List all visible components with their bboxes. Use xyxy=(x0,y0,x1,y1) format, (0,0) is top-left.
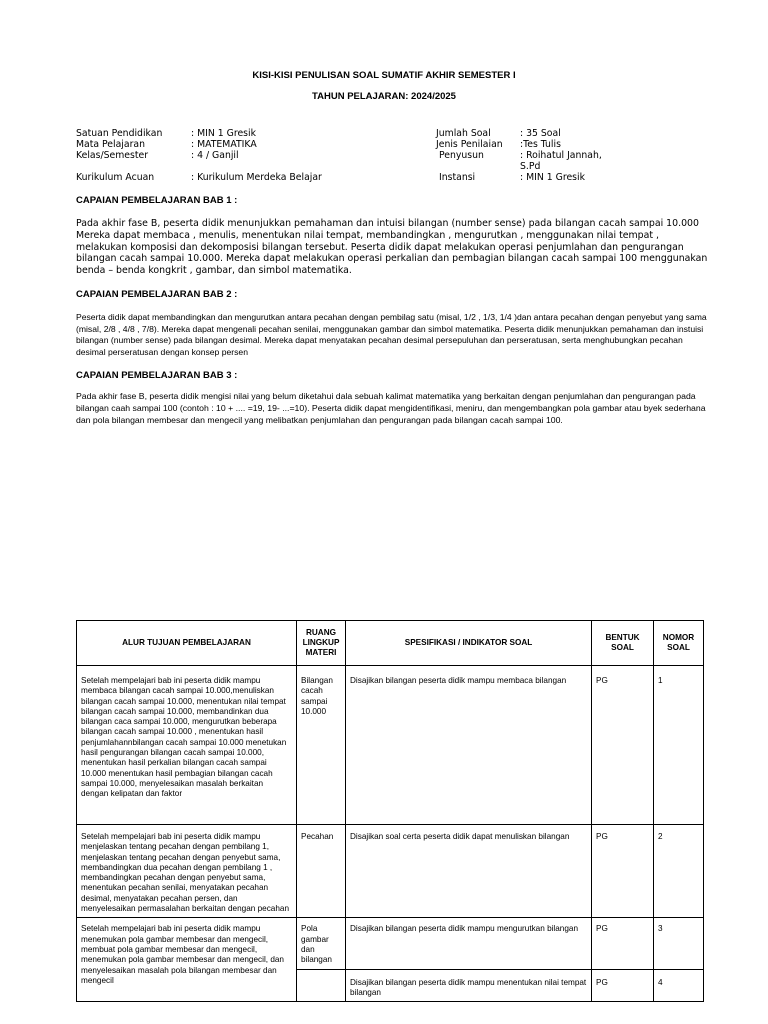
cp-bab3-text: Pada akhir fase B, peserta didik mengisi nilai yang belum diketahui dala sebuah kalimat matematika yang berkaitan dengan penjumlahan dan pengurangan pada bilangan caah sampai 100 (contoh : 10 + .... =19, 19- ...=10). Peserta didik dapat mengidentifikasi, meniru, dan mengembangkan pola gambar atau byek sederhana dan pola bilangan membesar dan mengecil yang melibatkan penjumlahan dan pengurangan pada bilangan cacah sampai 100. xyxy=(76,391,706,425)
cell-spesifikasi: Disajikan bilangan peserta didik mampu menentukan nilai tempat bilangan xyxy=(346,969,592,1002)
info-value: : 35 Soal xyxy=(520,128,561,139)
cp-bab2-heading: CAPAIAN PEMBELAJARAN BAB 2 : xyxy=(76,289,238,300)
table-header-row xyxy=(77,621,704,666)
cell-bentuk: PG xyxy=(592,918,654,969)
info-instansi xyxy=(439,172,585,183)
cell-nomor: 1 xyxy=(654,666,704,825)
info-value: : MIN 1 Gresik xyxy=(520,172,585,183)
cell-bentuk: PG xyxy=(592,825,654,918)
cell-spesifikasi: Disajikan bilangan peserta didik mampu membaca bilangan xyxy=(346,666,592,825)
header-bentuk-soal: BENTUK SOAL xyxy=(592,621,654,666)
cell-ruang: Pola gambar dan bilangan xyxy=(297,918,346,969)
table-row xyxy=(77,666,704,825)
cp-bab3-heading: CAPAIAN PEMBELAJARAN BAB 3 : xyxy=(76,370,238,381)
info-kurikulum xyxy=(76,172,322,183)
cell-ruang xyxy=(297,969,346,1002)
info-value: : Kurikulum Merdeka Belajar xyxy=(191,172,322,183)
info-value: : MIN 1 Gresik xyxy=(191,128,256,139)
info-label: Penyusun xyxy=(439,150,484,161)
info-jumlah-soal xyxy=(436,128,561,139)
info-penyusun-title: S.Pd xyxy=(520,161,541,172)
info-label: Kurikulum Acuan xyxy=(76,172,155,183)
cell-spesifikasi: Disajikan soal certa peserta didik dapat menuliskan bilangan xyxy=(346,825,592,918)
info-value: : Roihatul Jannah, xyxy=(520,150,602,161)
info-label: Jenis Penilaian xyxy=(436,139,503,150)
cell-atp: Setelah mempelajari bab ini peserta didik mampu menemukan pola gambar membesar dan mengecil, membuat pola gambar membesar dan mengecil, menemukan pola gambar membesar dan mengecil, dan menyelesaikan masalah pola bilangan membesar dan mengecil xyxy=(77,918,297,1002)
cp-bab1-heading: CAPAIAN PEMBELAJARAN BAB 1 : xyxy=(76,195,238,206)
cell-bentuk: PG xyxy=(592,969,654,1002)
info-value: : 4 / Ganjil xyxy=(191,150,239,161)
cell-atp: Setelah mempelajari bab ini peserta didik mampu menjelaskan tentang pecahan dengan pembilang 1, menjelaskan tentang pecahan dengan penyebut sama, membandingkan dua pecahan dengan pembilang 1 , membandingkan pecahan dengan penyebut sama, menentukan pecahan senilai, menyatakan pecahan desimal, menyatakan pecahan persen, dan menyelesaikan permasalahan berkaitan dengan pecahan xyxy=(77,825,297,918)
header-nomor-soal: NOMOR SOAL xyxy=(654,621,704,666)
cell-spesifikasi: Disajikan bilangan peserta didik mampu mengurutkan bilangan xyxy=(346,918,592,969)
info-label: Kelas/Semester xyxy=(76,150,149,161)
cell-nomor: 3 xyxy=(654,918,704,969)
cell-atp: Setelah mempelajari bab ini peserta didik mampu membaca bilangan cacah sampai 10.000,menuliskan bilangan cacah sampai 10.000, menentukan nilai tempat bilangan cacah sampai 10.000, membandinkan dua bilangan caca sampai 10.000, mengurutkan beberapa bilangan cacah sampai 10.000 , menentukan hasil penjumlahannbilangan cacah sampai 10.000 menetukan hasil pengurangan bilangan cacah sampai 10.000, menentukan hasil perkalian bilangan cacah sampai 10.000 menentukan hasil pembagian bilangan cacah sampai 10.000, menyelesaikan masalah berkaitan dengan kelipatan dan faktor xyxy=(77,666,297,825)
kisi-kisi-table xyxy=(76,620,704,1002)
cell-bentuk: PG xyxy=(592,666,654,825)
header-alur-tujuan: ALUR TUJUAN PEMBELAJARAN xyxy=(77,621,297,666)
info-satuan xyxy=(76,128,256,139)
info-jenis-penilaian xyxy=(436,139,561,150)
header-spesifikasi: SPESIFIKASI / INDIKATOR SOAL xyxy=(346,621,592,666)
header-ruang-lingkup: RUANG LINGKUP MATERI xyxy=(297,621,346,666)
info-penyusun xyxy=(439,150,602,161)
info-label: Jumlah Soal xyxy=(436,128,491,139)
info-kelas xyxy=(76,150,239,161)
cell-ruang: Bilangan cacah sampai 10.000 xyxy=(297,666,346,825)
info-label: Mata Pelajaran xyxy=(76,139,145,150)
document-title: KISI-KISI PENULISAN SOAL SUMATIF AKHIR SEMESTER I xyxy=(252,70,516,81)
cp-bab2-text: Peserta didik dapat membandingkan dan mengurutkan antara pecahan dengan pembilag satu (misal, 1/2 , 1/3, 1/4 )dan antara pecahan dengan penyebut yang sama (misal, 2/8 , 4/8 , 7/8). Mereka dapat mengenali pecahan senilai, menggunakan gambar dan simbol matematika. Peserta didik menunjukkan pemahaman dan instuisi bilangan (number sense) pada bilangan desimal. Mereka dapat menyatakan pecahan desimal persepuluhan dan perseratusan, serta menghubungkan pecahan desimal perseratusan dengan konsep persen xyxy=(76,312,707,357)
info-label: Instansi xyxy=(439,172,476,183)
info-value: :Tes Tulis xyxy=(520,139,561,150)
cell-nomor: 2 xyxy=(654,825,704,918)
table-row xyxy=(77,825,704,918)
cp-bab1-text: Pada akhir fase B, peserta didik menunjukkan pemahaman dan intuisi bilangan (number sense) pada bilangan cacah sampai 10.000 Mereka dapat membaca , menulis, menentukan nilai tempat, membandingkan , mengurutkan , menggunakan nilai tempat , melakukan komposisi dan dekomposisi bilangan tersebut. Peserta didik dapat melakukan operasi penjumlahan dan pengurangan bilangan cacah sampai 10.000. Mereka dapat melakukan operasi perkalian dan pembagian bilangan cacah sampai 100 menggunakan benda – benda kongkrit , gambar, dan simbol matematika. xyxy=(76,218,708,277)
info-value: : MATEMATIKA xyxy=(191,139,257,150)
academic-year: TAHUN PELAJARAN: 2024/2025 xyxy=(312,91,456,102)
table-row xyxy=(77,918,704,969)
info-label: Satuan Pendidikan xyxy=(76,128,163,139)
cell-ruang: Pecahan xyxy=(297,825,346,918)
info-mapel xyxy=(76,139,257,150)
cell-nomor: 4 xyxy=(654,969,704,1002)
